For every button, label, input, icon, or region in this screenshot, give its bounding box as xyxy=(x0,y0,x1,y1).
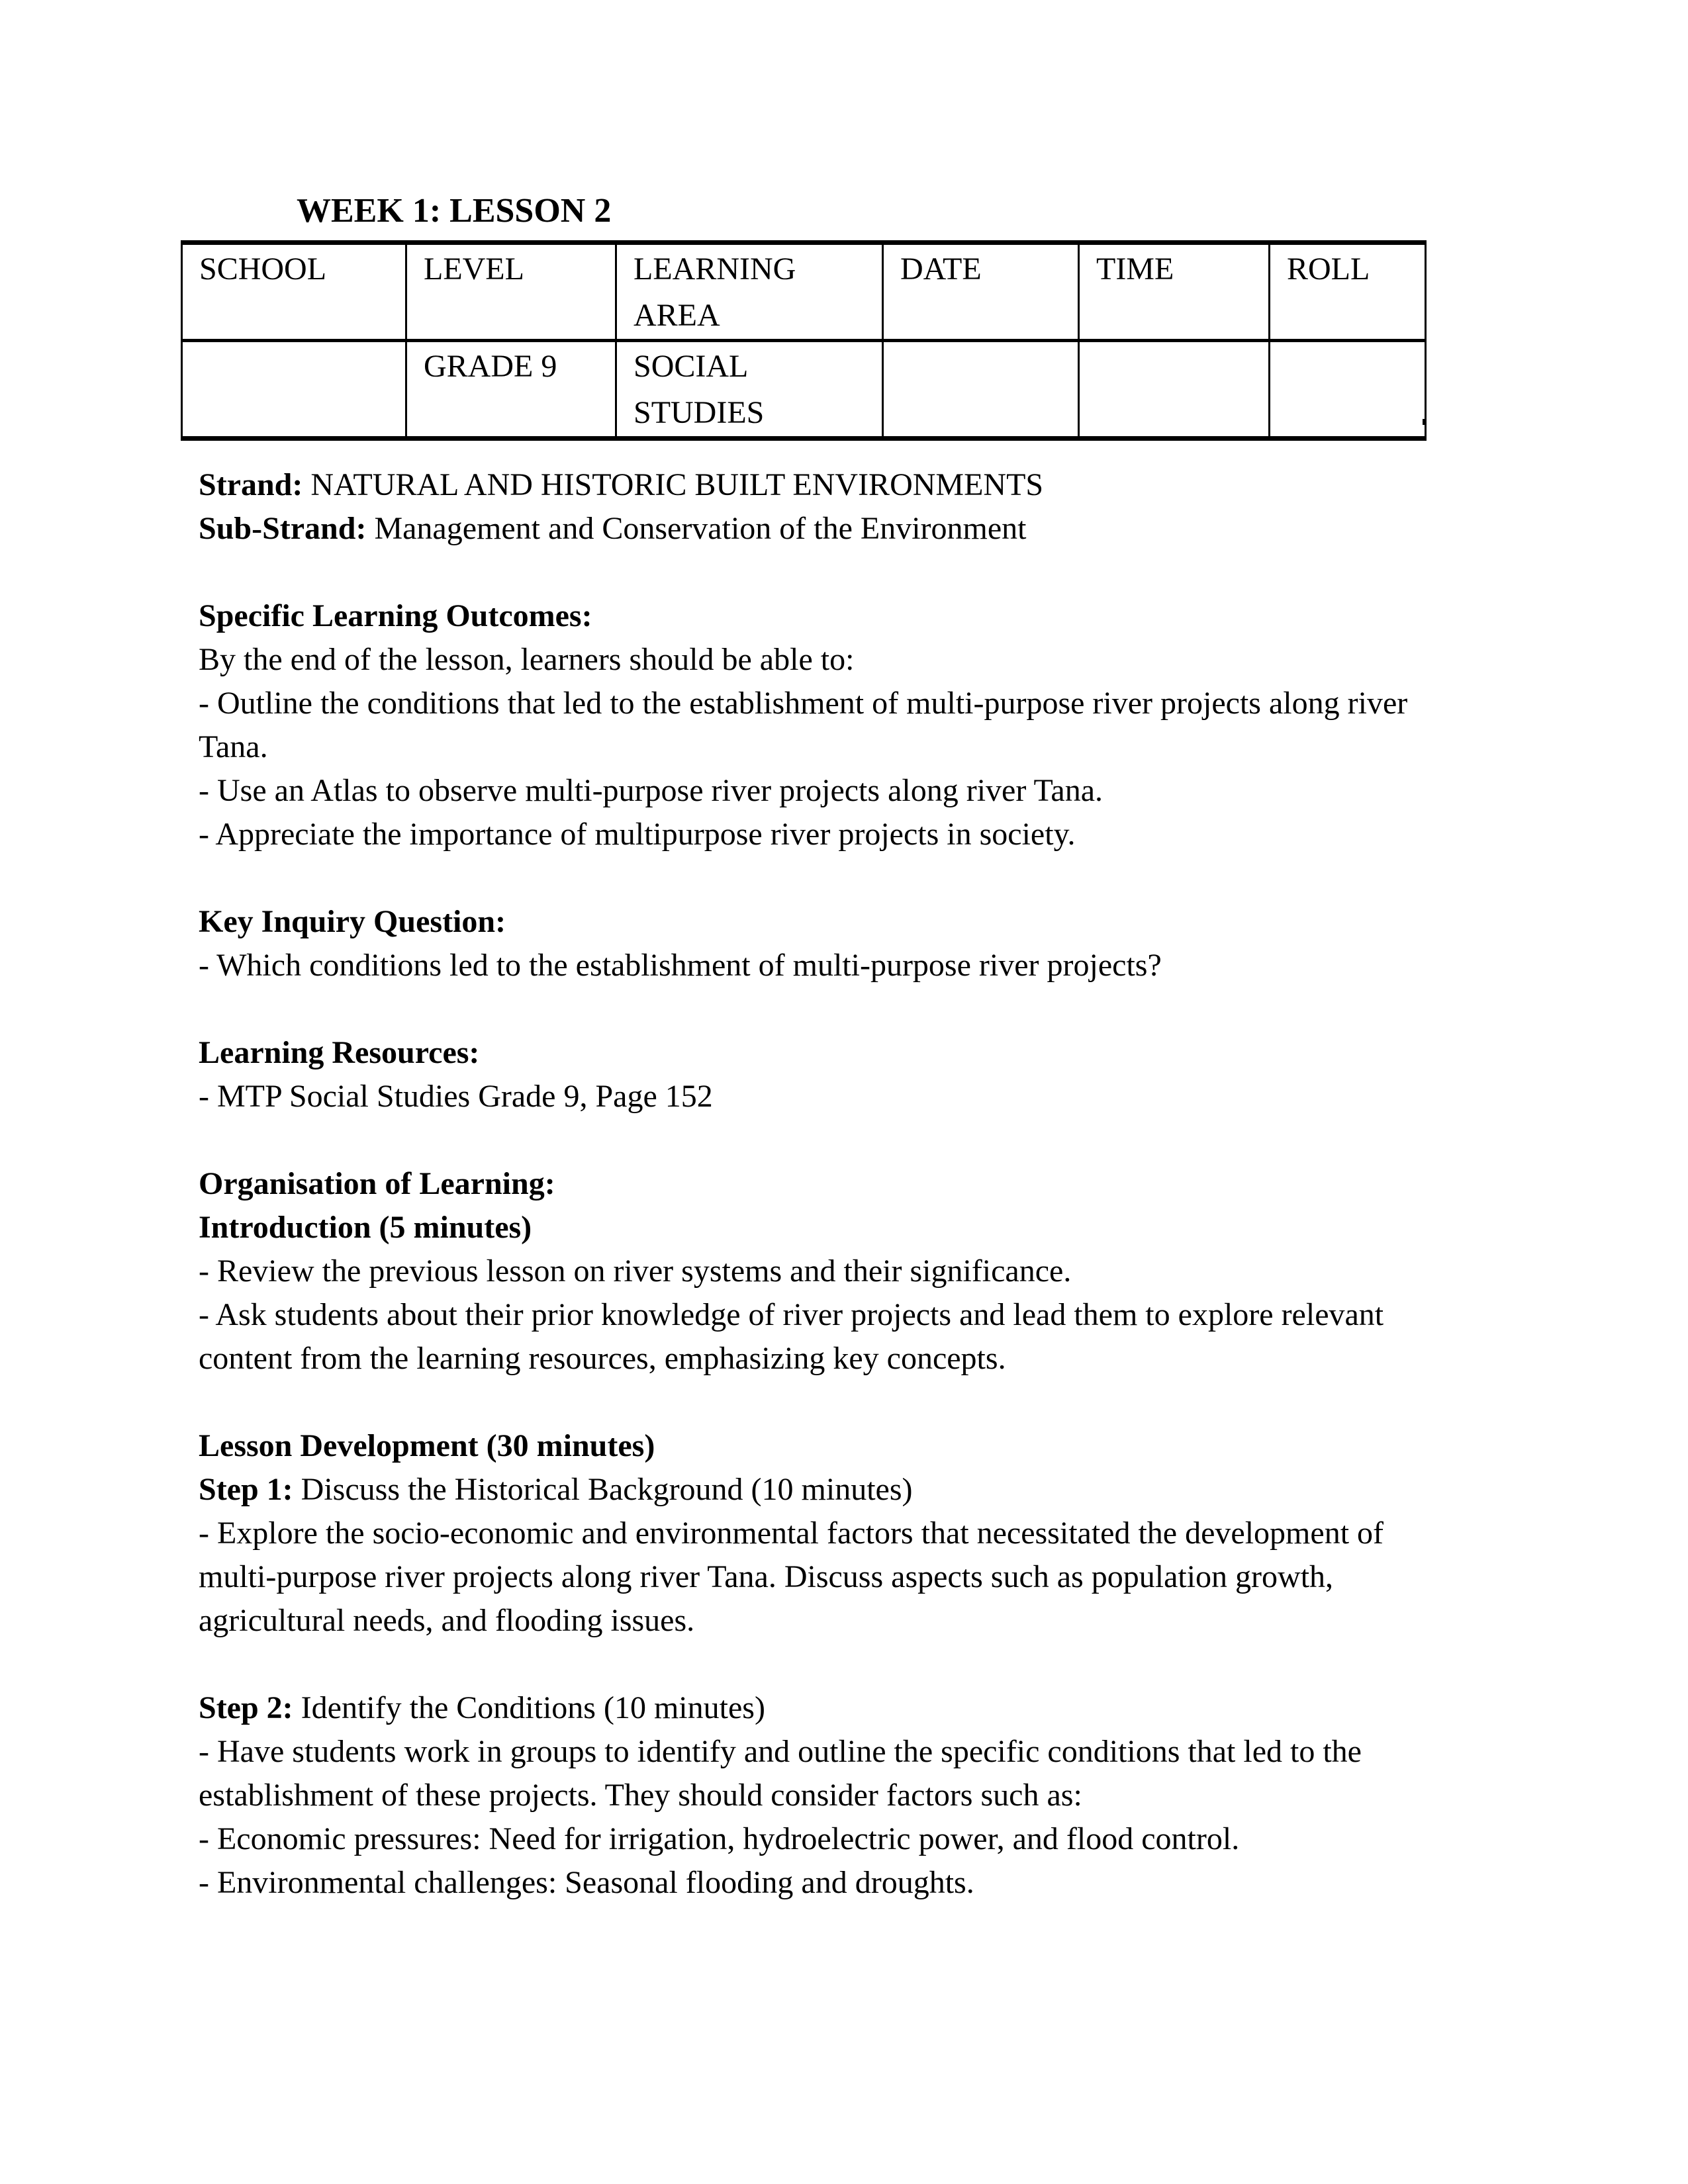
sub-strand-line xyxy=(199,507,1529,551)
key-inquiry-heading: Key Inquiry Question: xyxy=(199,904,506,939)
value-cell-time xyxy=(1079,341,1270,439)
step1-label: Step 1: xyxy=(199,1472,293,1507)
header-cell-learning-area: LEARNING AREA xyxy=(616,243,883,341)
header-cell-school: SCHOOL xyxy=(182,243,406,341)
resources-heading: Learning Resources: xyxy=(199,1035,480,1070)
spacer xyxy=(199,1381,1529,1424)
value-cell-learning-area: SOCIAL STUDIES xyxy=(616,341,883,439)
spacer xyxy=(199,1118,1529,1162)
value-cell-level: GRADE 9 xyxy=(406,341,616,439)
step2-body-line: - Economic pressures: Need for irrigation, hydroelectric power, and flood control. xyxy=(199,1821,1240,1856)
step2-line xyxy=(199,1686,1529,1730)
lesson-development-line: agricultural needs, and flooding issues. xyxy=(199,1603,695,1638)
step1-text: Discuss the Historical Background (10 minutes) xyxy=(293,1472,913,1507)
value-cell-roll xyxy=(1270,341,1426,439)
sub-strand-label: Sub-Strand: xyxy=(199,511,367,546)
lesson-info-table xyxy=(181,240,1427,441)
outcomes-line: By the end of the lesson, learners should be able to: xyxy=(199,642,855,677)
spacer xyxy=(199,551,1529,594)
lesson-development-line: - Explore the socio-economic and environmental factors that necessitated the development of xyxy=(199,1516,1384,1551)
value-cell-school xyxy=(182,341,406,439)
table-border-stub xyxy=(615,419,617,425)
sub-strand-text: Management and Conservation of the Environment xyxy=(366,511,1027,546)
table-border-stub xyxy=(1423,419,1425,425)
table-border-stub xyxy=(405,419,407,425)
page-title: WEEK 1: LESSON 2 xyxy=(297,192,612,230)
header-cell-roll: ROLL xyxy=(1270,243,1426,341)
key-inquiry-line: - Which conditions led to the establishment of multi-purpose river projects? xyxy=(199,948,1162,983)
step1-line xyxy=(199,1468,1529,1512)
spacer xyxy=(199,987,1529,1031)
table-border-stub xyxy=(181,419,183,425)
table-value-row xyxy=(182,341,1426,439)
organisation-heading: Organisation of Learning: xyxy=(199,1166,555,1201)
resources-line: - MTP Social Studies Grade 9, Page 152 xyxy=(199,1079,713,1114)
organisation-line: content from the learning resources, emphasizing key concepts. xyxy=(199,1341,1006,1376)
outcomes-line: Tana. xyxy=(199,729,268,764)
strand-text: NATURAL AND HISTORIC BUILT ENVIRONMENTS xyxy=(303,467,1044,502)
outcomes-heading: Specific Learning Outcomes: xyxy=(199,598,592,633)
outcomes-line: - Outline the conditions that led to the establishment of multi-purpose river projects along river xyxy=(199,686,1408,721)
table-border-stub xyxy=(1268,419,1270,425)
organisation-line: - Review the previous lesson on river systems and their significance. xyxy=(199,1253,1072,1289)
spacer xyxy=(199,856,1529,900)
outcomes-line: - Use an Atlas to observe multi-purpose river projects along river Tana. xyxy=(199,773,1103,808)
table-header-row xyxy=(182,243,1426,341)
strand-label: Strand: xyxy=(199,467,303,502)
outcomes-line: - Appreciate the importance of multipurpose river projects in society. xyxy=(199,817,1076,852)
introduction-heading: Introduction (5 minutes) xyxy=(199,1210,532,1245)
step2-text: Identify the Conditions (10 minutes) xyxy=(293,1690,765,1725)
document-body xyxy=(199,463,1529,1905)
header-cell-date: DATE xyxy=(883,243,1079,341)
lesson-development-line: multi-purpose river projects along river Tana. Discuss aspects such as population growth, xyxy=(199,1559,1334,1594)
lesson-development-heading: Lesson Development (30 minutes) xyxy=(199,1428,655,1463)
strand-line xyxy=(199,463,1529,507)
organisation-line: - Ask students about their prior knowledge of river projects and lead them to explore relevant xyxy=(199,1297,1384,1332)
header-cell-time: TIME xyxy=(1079,243,1270,341)
table-border-stub xyxy=(1078,419,1080,425)
step2-body-line: - Have students work in groups to identify and outline the specific conditions that led to the xyxy=(199,1734,1362,1769)
step2-label: Step 2: xyxy=(199,1690,293,1725)
step2-body-line: establishment of these projects. They should consider factors such as: xyxy=(199,1778,1082,1813)
step2-body-line: - Environmental challenges: Seasonal flooding and droughts. xyxy=(199,1865,974,1900)
table-border-stub xyxy=(882,419,884,425)
spacer xyxy=(199,1643,1529,1686)
value-cell-date xyxy=(883,341,1079,439)
header-cell-level: LEVEL xyxy=(406,243,616,341)
